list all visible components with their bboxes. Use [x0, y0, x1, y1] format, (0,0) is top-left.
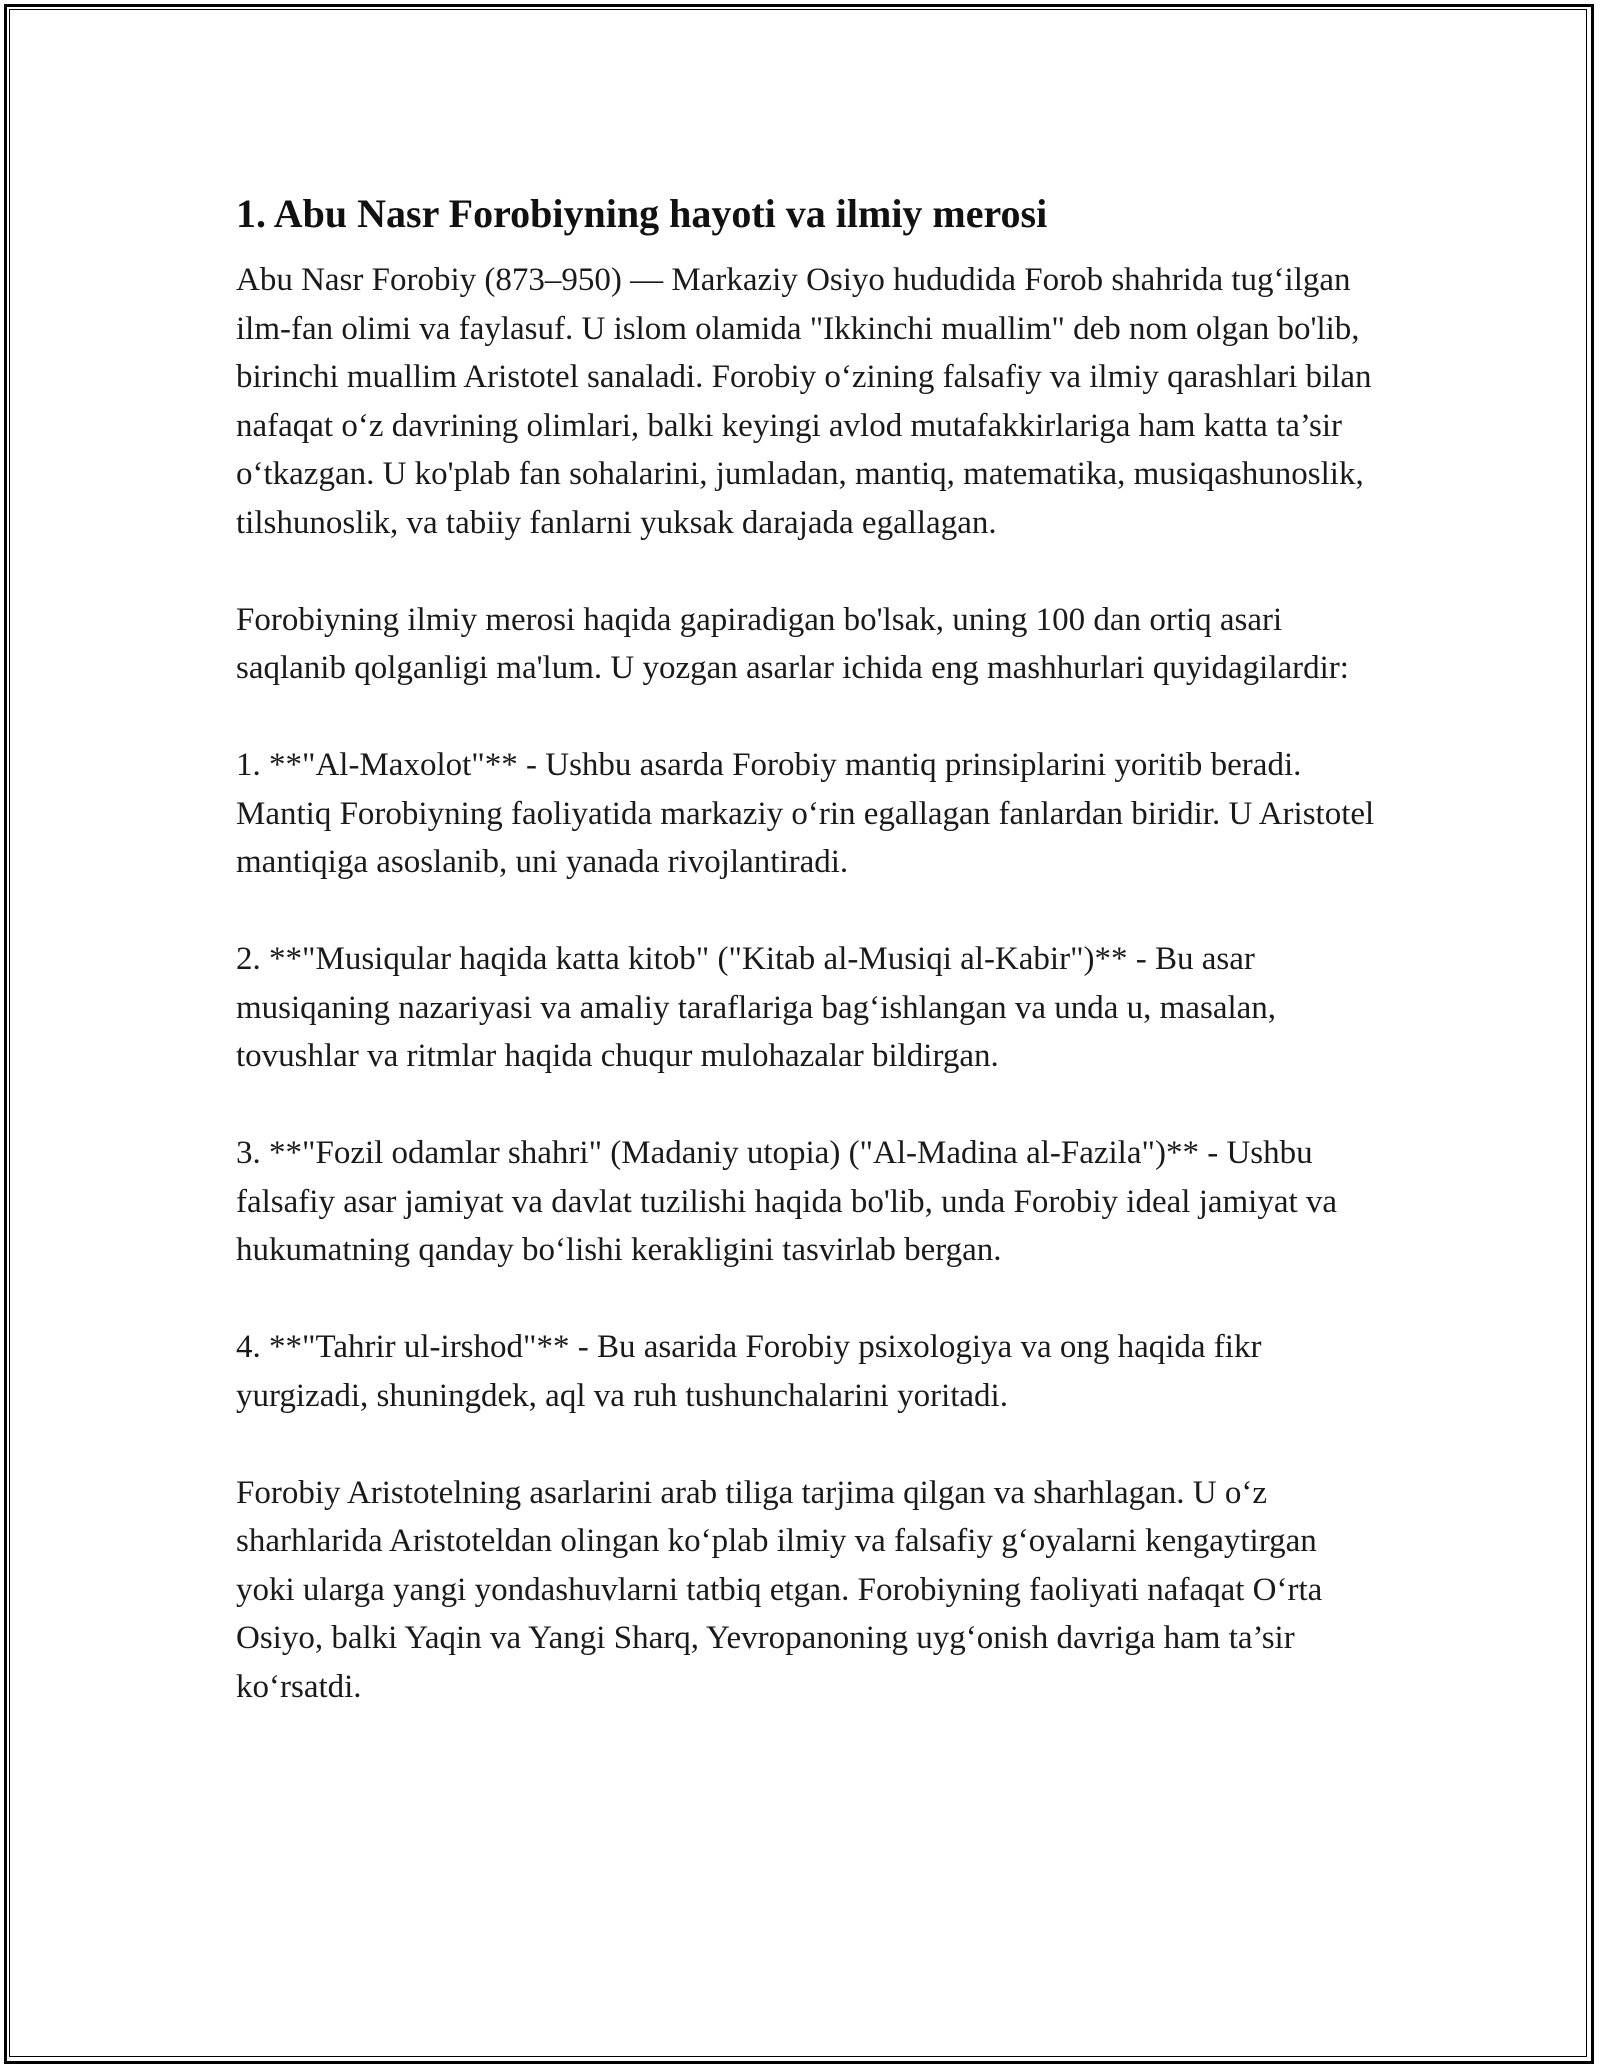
- section-title: 1. Abu Nasr Forobiyning hayoti va ilmiy merosi: [236, 191, 1048, 236]
- list-item-fozil-odamlar: 3. **"Fozil odamlar shahri" (Madaniy utopia) ("Al-Madina al-Fazila")** - Ushbu falsafiy asar jamiyat va davlat tuzilishi haqida bo'lib, unda Forobiy ideal jamiyat va hukumatning qanday bo‘lishi kerakligini tasvirlab bergan.: [236, 1135, 1338, 1268]
- paragraph-conclusion: Forobiy Aristotelning asarlarini arab tiliga tarjima qilgan va sharhlagan. U o‘z sharhlarida Aristoteldan olingan ko‘plab ilmiy va falsafiy g‘oyalarni kengaytirgan yoki ularga yangi yondashuvlarni tatbiq etgan. Forobiyning faoliyati nafaqat O‘rta Osiyo, balki Yaqin va Yangi Sharq, Yevropanoning uyg‘onish davriga ham ta’sir ko‘rsatdi.: [236, 1474, 1323, 1705]
- list-item-musiqa-kitobi: 2. **"Musiqular haqida katta kitob" ("Kitab al-Musiqi al-Kabir")** - Bu asar musiqaning nazariyasi va amaliy taraflariga bag‘ishlangan va unda u, masalan, tovushlar va ritmlar haqida chuqur mulohazalar bildirgan.: [236, 941, 1277, 1074]
- paragraph-legacy: Forobiyning ilmiy merosi haqida gapiradigan bo'lsak, uning 100 dan ortiq asari saqlanib qolganligi ma'lum. U yozgan asarlar ichida eng mashhurlari quyidagilardir:: [236, 601, 1349, 686]
- list-item-al-maxolot: 1. **"Al-Maxolot"** - Ushbu asarda Forobiy mantiq prinsiplarini yoritib beradi. Mantiq Forobiyning faoliyatida markaziy o‘rin egallagan fanlardan biridir. U Aristotel mantiqiga asoslanib, uni yanada rivojlantiradi.: [236, 747, 1375, 880]
- list-item-tahrir-ul-irshod: 4. **"Tahrir ul-irshod"** - Bu asarida Forobiy psixologiya va ong haqida fikr yurgizadi, shuningdek, aql va ruh tushunchalarini yoritadi.: [236, 1329, 1262, 1414]
- document-body: [236, 186, 1376, 1760]
- paragraph-intro: Abu Nasr Forobiy (873–950) — Markaziy Osiyo hududida Forob shahrida tug‘ilgan ilm-fan olimi va faylasuf. U islom olamida "Ikkinchi muallim" deb nom olgan bo'lib, birinchi muallim Aristotel sanaladi. Forobiy o‘zining falsafiy va ilmiy qarashlari bilan nafaqat o‘z davrining olimlari, balki keyingi avlod mutafakkirlariga ham katta ta’sir o‘tkazgan. U ko'plab fan sohalarini, jumladan, mantiq, matematika, musiqashunoslik, tilshunoslik, va tabiiy fanlarni yuksak darajada egallagan.: [236, 262, 1372, 541]
